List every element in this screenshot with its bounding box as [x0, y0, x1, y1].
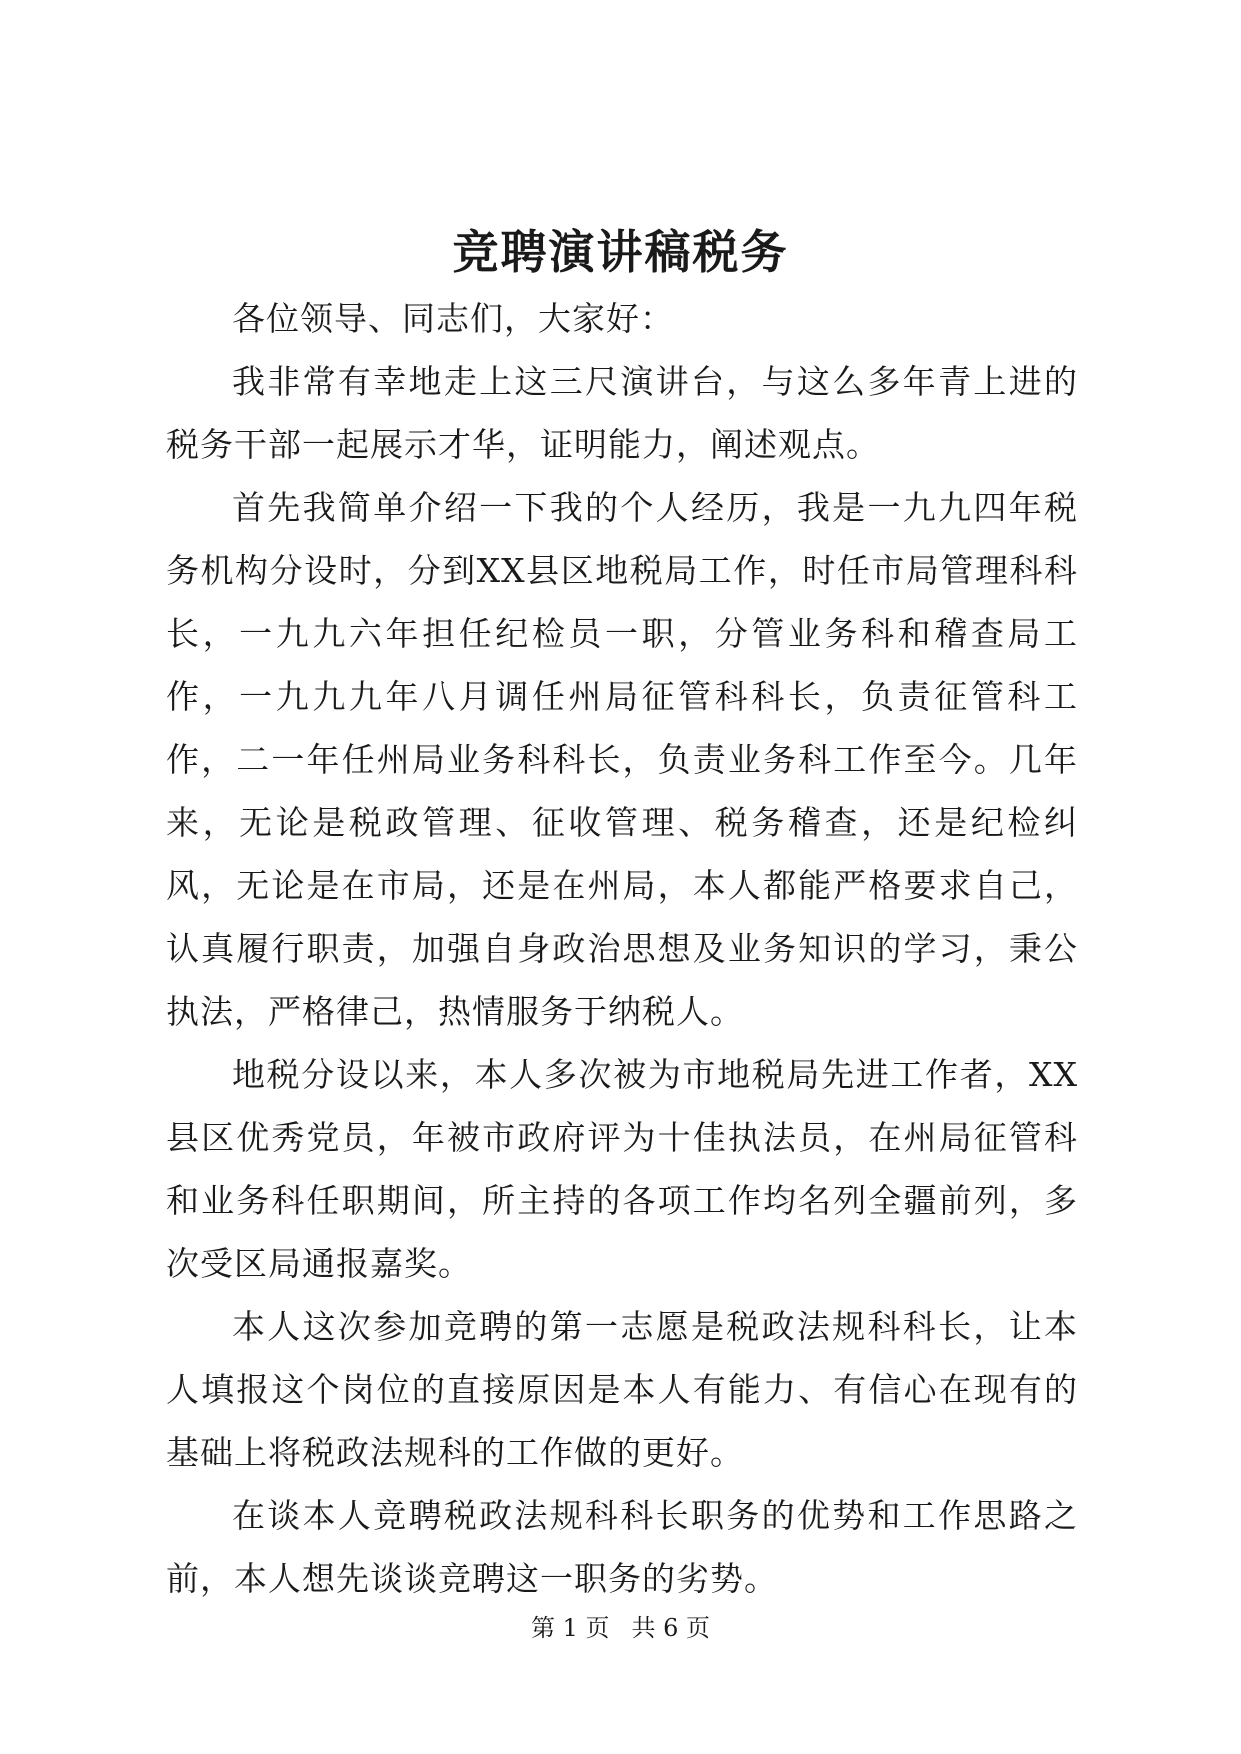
paragraph-position-choice: 本人这次参加竞聘的第一志愿是税政法规科科长，让本人填报这个岗位的直接原因是本人有能力、有信心在现有的基础上将税政法规科的工作做的更好。	[166, 1307, 1078, 1472]
document-title: 竞聘演讲稿税务	[452, 225, 789, 279]
paragraph-greeting: 各位领导、同志们，大家好：	[232, 299, 674, 338]
paragraph-honors: 地税分设以来，本人多次被为市地税局先进工作者，XX县区优秀党员，年被市政府评为十佳执法员，在州局征管科和业务科任职期间，所主持的各项工作均名列全疆前列，多次受区局通报嘉奖。	[166, 1055, 1078, 1283]
page-total: 共 6 页	[631, 1614, 711, 1642]
paragraph-experience: 首先我简单介绍一下我的个人经历，我是一九九四年税务机构分设时，分到XX县区地税局工作，时任市局管理科科长，一九九六年担任纪检员一职，分管业务科和稽查局工作，一九九九年八月调任州局征管科科长，负责征管科工作，二一年任州局业务科科长，负责业务科工作至今。几年来，无论是税政管理、征收管理、税务稽查，还是纪检纠风，无论是在市局，还是在州局，本人都能严格要求自己，认真履行职责，加强自身政治思想及业务知识的学习，秉公执法，严格律己，热情服务于纳税人。	[166, 488, 1078, 1031]
paragraph-opening: 我非常有幸地走上这三尺演讲台，与这么多年青上进的税务干部一起展示才华，证明能力，阐述观点。	[166, 362, 1078, 464]
document-body	[166, 287, 1078, 1610]
page-number: 第 1 页	[530, 1614, 610, 1642]
page-footer	[0, 1612, 1241, 1644]
paragraph-transition: 在谈本人竞聘税政法规科科长职务的优势和工作思路之前，本人想先谈谈竞聘这一职务的劣势。	[166, 1496, 1078, 1598]
